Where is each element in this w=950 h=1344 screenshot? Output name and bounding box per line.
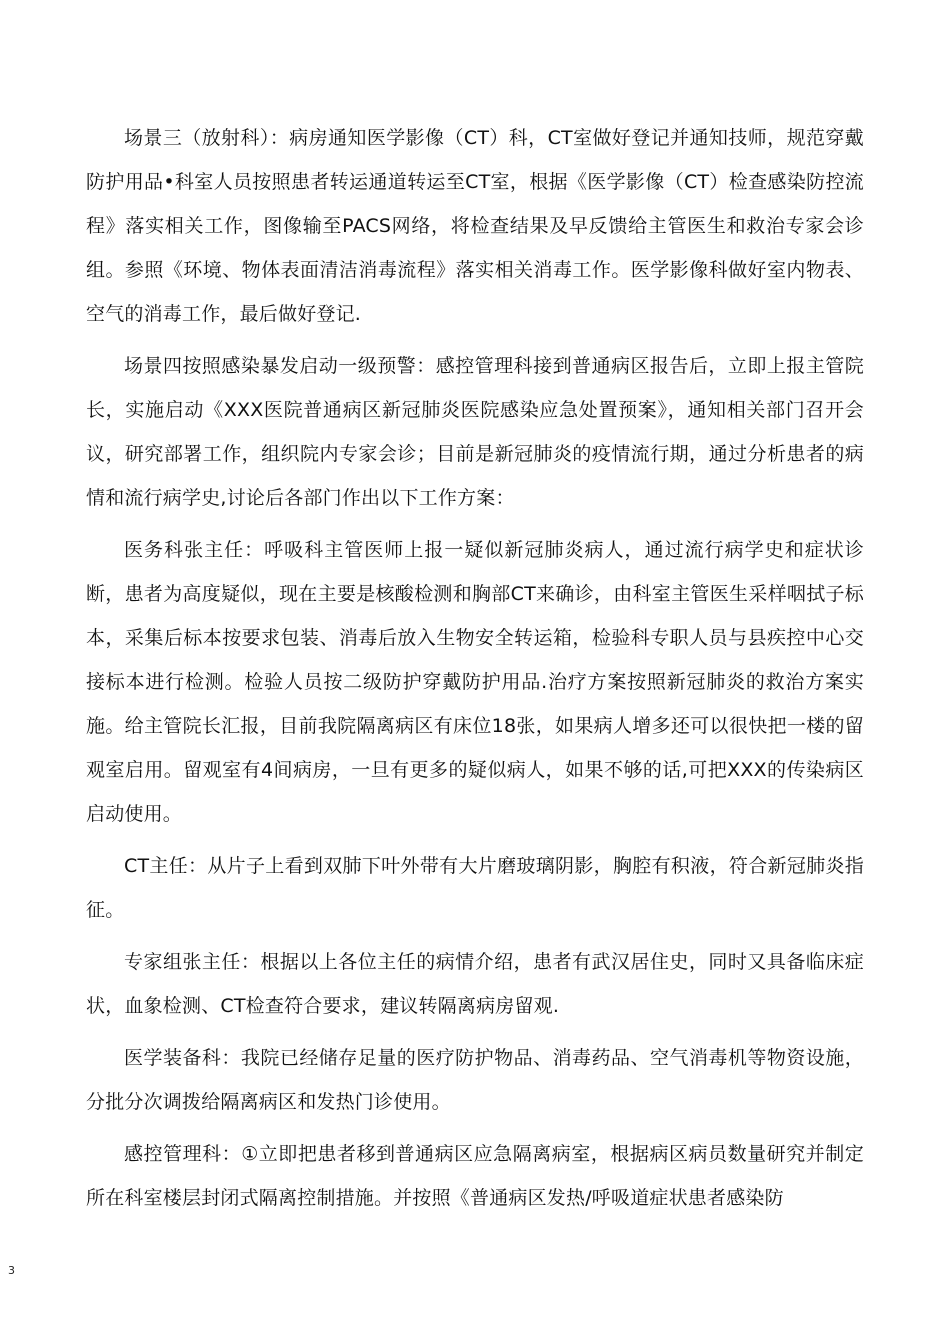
paragraph-infection-control: 感控管理科：①立即把患者移到普通病区应急隔离病室，根据病区病员数量研究并制定所在科室楼层封闭式隔离控制措施。并按照《普通病区发热/呼吸道症状患者感染防 xyxy=(86,1143,864,1209)
paragraph-scene-four: 场景四按照感染暴发启动一级预警：感控管理科接到普通病区报告后，立即上报主管院长，实施启动《XXX医院普通病区新冠肺炎医院感染应急处置预案》，通知相关部门召开会议，研究部署工作，组织院内专家会诊；目前是新冠肺炎的疫情流行期，通过分析患者的病情和流行病学史,讨论后各部门作出以下工作方案： xyxy=(86,355,864,509)
paragraph-equipment-dept: 医学装备科：我院已经储存足量的医疗防护物品、消毒药品、空气消毒机等物资设施，分批分次调拨给隔离病区和发热门诊使用。 xyxy=(86,1047,864,1113)
paragraph-expert-group: 专家组张主任：根据以上各位主任的病情介绍，患者有武汉居住史，同时又具备临床症状，血象检测、CT检查符合要求，建议转隔离病房留观. xyxy=(86,951,864,1017)
paragraph-medical-affairs: 医务科张主任：呼吸科主管医师上报一疑似新冠肺炎病人，通过流行病学史和症状诊断，患者为高度疑似，现在主要是核酸检测和胸部CT来确诊，由科室主管医生采样咽拭子标本，采集后标本按要求包装、消毒后放入生物安全转运箱，检验科专职人员与县疾控中心交接标本进行检测。检验人员按二级防护穿戴防护用品.治疗方案按照新冠肺炎的救治方案实施。给主管院长汇报，目前我院隔离病区有床位18张，如果病人增多还可以很快把一楼的留观室启用。留观室有4间病房，一旦有更多的疑似病人，如果不够的话,可把XXX的传染病区启动使用。 xyxy=(86,539,864,825)
document-body xyxy=(86,116,864,1220)
paragraph-ct-director: CT主任：从片子上看到双肺下叶外带有大片磨玻璃阴影，胸腔有积液，符合新冠肺炎指征。 xyxy=(86,855,864,921)
page-number: 3 xyxy=(8,1264,15,1277)
paragraph-scene-three: 场景三（放射科）：病房通知医学影像（CT）科，CT室做好登记并通知技师，规范穿戴防护用品•科室人员按照患者转运通道转运至CT室，根据《医学影像（CT）检查感染防控流程》落实相关工作，图像输至PACS网络，将检查结果及早反馈给主管医生和救治专家会诊组。参照《环境、物体表面清洁消毒流程》落实相关消毒工作。医学影像科做好室内物表、空气的消毒工作，最后做好登记. xyxy=(86,127,864,325)
